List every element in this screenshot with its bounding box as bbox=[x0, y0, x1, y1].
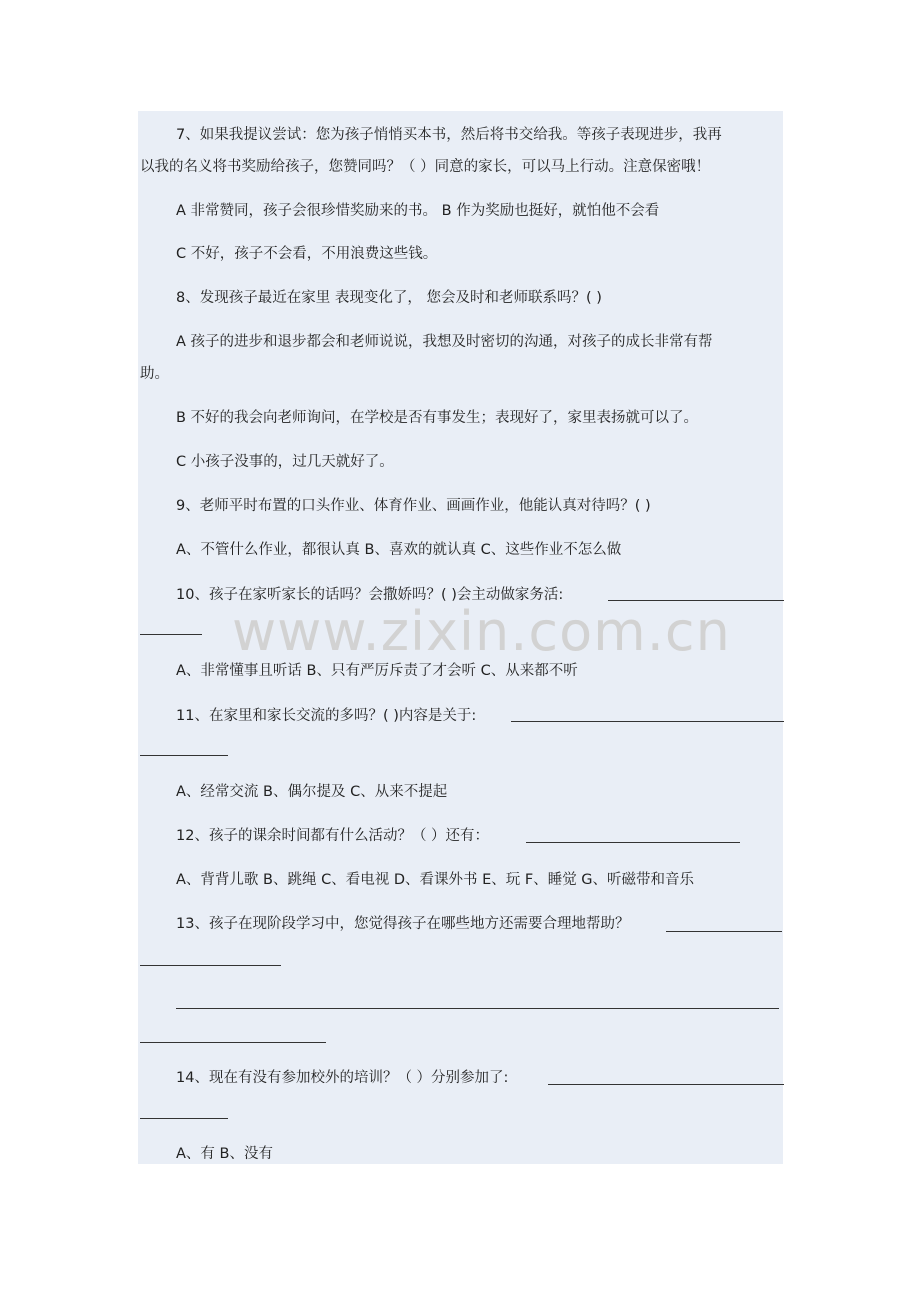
q12-options: A、背背儿歌 B、跳绳 C、看电视 D、看课外书 E、玩 F、睡觉 G、听磁带和音乐 bbox=[176, 872, 695, 888]
q11-answer-blank[interactable] bbox=[511, 721, 784, 722]
q8-option-a-line1: A 孩子的进步和退步都会和老师说说，我想及时密切的沟通，对孩子的成长非常有帮 bbox=[176, 334, 713, 350]
q8-option-b: B 不好的我会向老师询问，在学校是否有事发生；表现好了，家里表扬就可以了。 bbox=[176, 410, 699, 426]
q7-option-c: C 不好，孩子不会看，不用浪费这些钱。 bbox=[176, 246, 438, 262]
watermark: www.zixin.com.cn bbox=[232, 600, 731, 663]
q13-answer-line-2-cont[interactable] bbox=[140, 1042, 326, 1043]
q13-answer-blank-cont[interactable] bbox=[140, 965, 281, 966]
q7-line1: 7、如果我提议尝试：您为孩子悄悄买本书，然后将书交给我。等孩子表现进步，我再 bbox=[176, 127, 722, 143]
q7-options-ab: A 非常赞同，孩子会很珍惜奖励来的书。 B 作为奖励也挺好，就怕他不会看 bbox=[176, 203, 660, 219]
q9-options: A、不管什么作业，都很认真 B、喜欢的就认真 C、这些作业不怎么做 bbox=[176, 542, 622, 558]
q13-answer-blank[interactable] bbox=[666, 931, 782, 932]
q12-answer-blank[interactable] bbox=[526, 842, 740, 843]
q14-options: A、有 B、没有 bbox=[176, 1146, 273, 1162]
q11-options: A、经常交流 B、偶尔提及 C、从来不提起 bbox=[176, 784, 448, 800]
q10-answer-blank-cont[interactable] bbox=[140, 634, 202, 635]
q11-answer-blank-cont[interactable] bbox=[140, 755, 228, 756]
q14-answer-blank[interactable] bbox=[548, 1084, 784, 1085]
q10-options: A、非常懂事且听话 B、只有严厉斥责了才会听 C、从来都不听 bbox=[176, 663, 578, 679]
q8-option-a-line2: 助。 bbox=[140, 366, 169, 382]
q7-line2: 以我的名义将书奖励给孩子，您赞同吗？（ ）同意的家长，可以马上行动。注意保密哦！ bbox=[140, 159, 711, 175]
q8-question: 8、发现孩子最近在家里 表现变化了， 您会及时和老师联系吗？( ) bbox=[176, 290, 602, 306]
q9-question: 9、老师平时布置的口头作业、体育作业、画画作业，他能认真对待吗？( ) bbox=[176, 498, 651, 514]
q8-option-c: C 小孩子没事的，过几天就好了。 bbox=[176, 454, 394, 470]
q12-question: 12、孩子的课余时间都有什么活动？（ ）还有： bbox=[176, 828, 490, 844]
q10-question: 10、孩子在家听家长的话吗？会撒娇吗？( )会主动做家务活: bbox=[176, 587, 564, 603]
q13-question: 13、孩子在现阶段学习中，您觉得孩子在哪些地方还需要合理地帮助？ bbox=[176, 916, 630, 932]
q14-answer-blank-cont[interactable] bbox=[140, 1118, 228, 1119]
q11-question: 11、在家里和家长交流的多吗？( )内容是关于: bbox=[176, 708, 477, 724]
q13-answer-line-2[interactable] bbox=[176, 1008, 779, 1009]
q14-question: 14、现在有没有参加校外的培训？（ ）分别参加了: bbox=[176, 1070, 509, 1086]
